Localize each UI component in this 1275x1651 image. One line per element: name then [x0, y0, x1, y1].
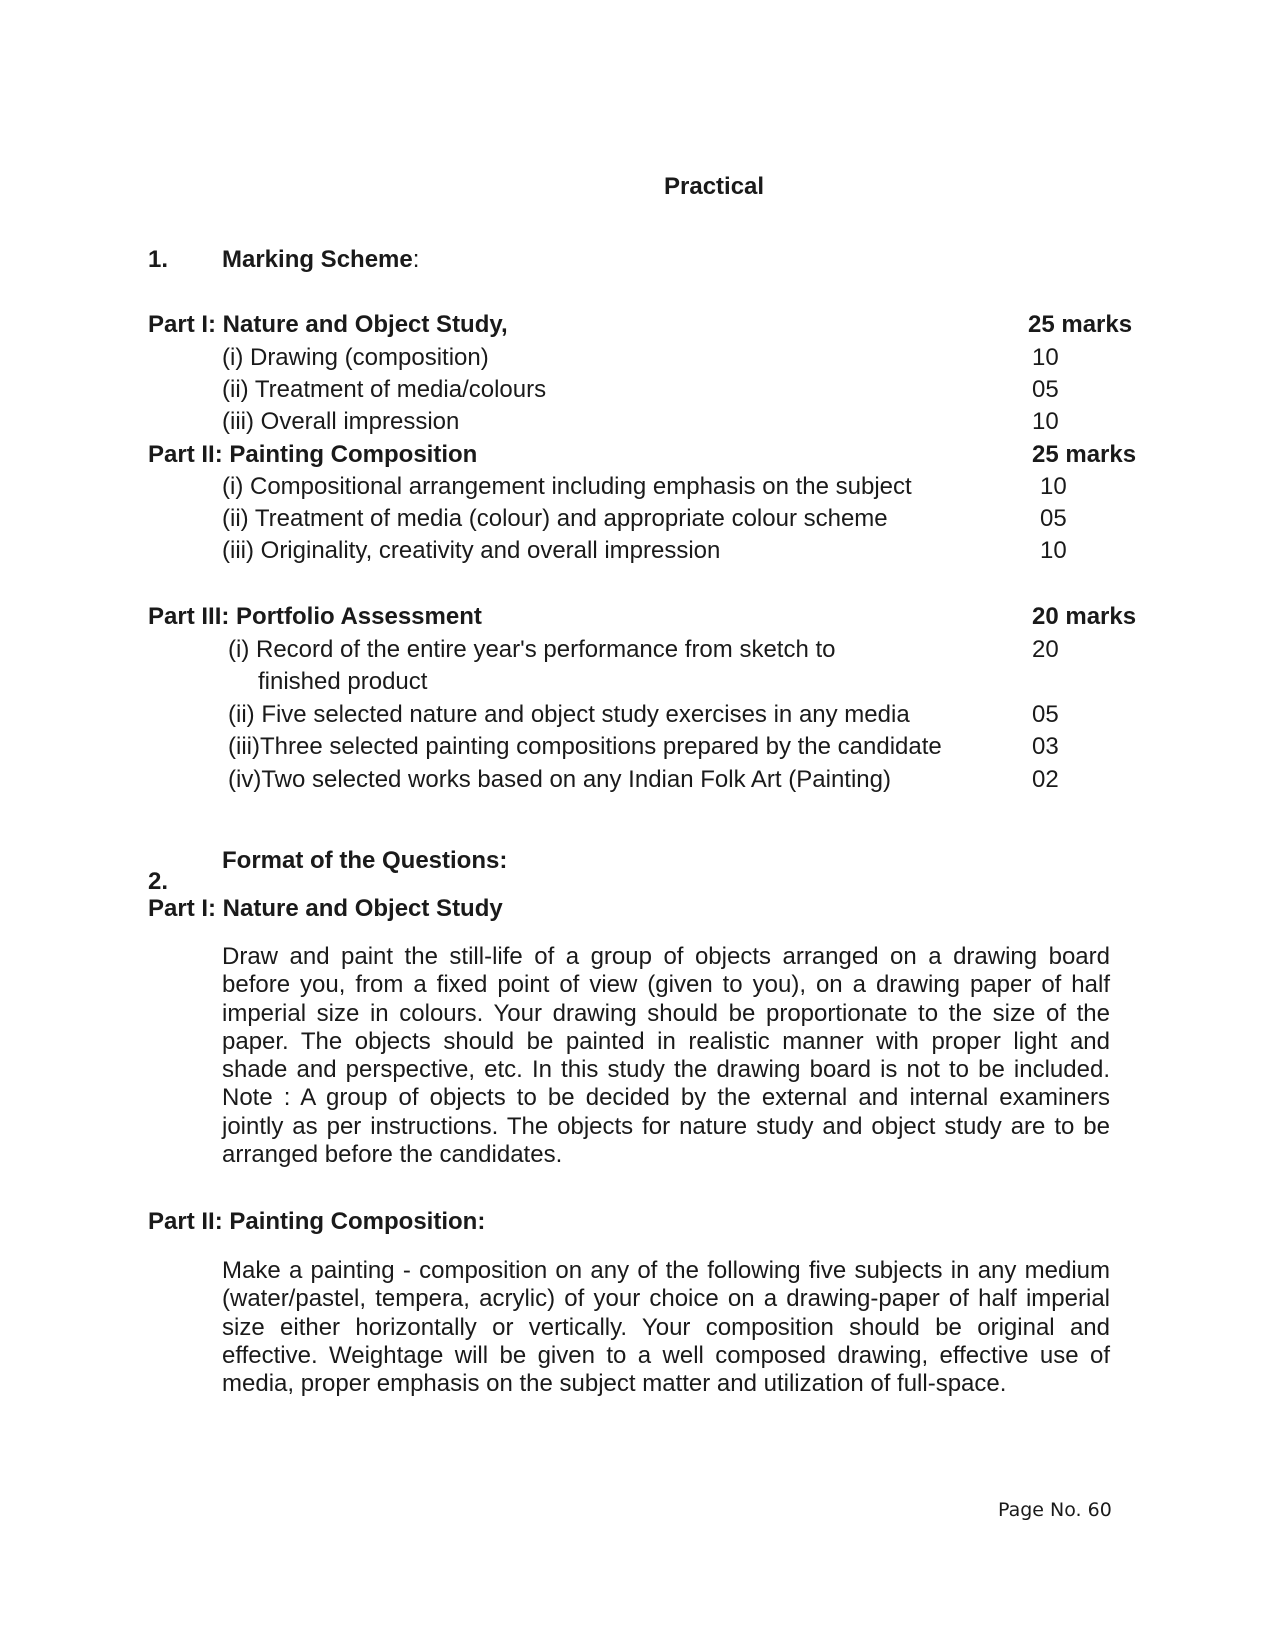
part-2-item-value: 05: [1040, 505, 1067, 532]
part-2-heading: Part II: Painting Composition: [148, 441, 478, 468]
part-1-item-value: 05: [1032, 376, 1059, 403]
part-3-item-value: 03: [1032, 733, 1059, 760]
part-3-heading: Part III: Portfolio Assessment: [148, 603, 482, 630]
part-1-marks: 25 marks: [1028, 311, 1133, 338]
page-title: Practical: [664, 173, 765, 200]
heading-colon: :: [412, 246, 420, 273]
format-part-1-paragraph: Draw and paint the still-life of a group of objects arranged on a drawing board before you, from a fixed point of view (given to you), on a drawing paper of half imperial size in colours. Your drawing should be proportionate to the size of the paper. The objects should be painted in realistic manner with proper light and shade and perspective, etc. In this study the drawing board is not to be included. Note : A group of objects to be decided by the external and internal examiners jointly as per instructions. The objects for nature study and object study are to be arranged before the candidates.: [222, 943, 1110, 1169]
part-1-item-value: 10: [1032, 408, 1059, 435]
part-1-heading: Part I: Nature and Object Study,: [148, 311, 508, 338]
part-1-item-value: 10: [1032, 344, 1059, 371]
part-2-item-value: 10: [1040, 537, 1067, 564]
part-2-item-label: (iii) Originality, creativity and overall impression: [222, 537, 721, 564]
part-2-item-label: (i) Compositional arrangement including emphasis on the subject: [222, 473, 912, 500]
page-number: Page No. 60: [998, 1499, 1112, 1521]
section-1-number: 1.: [148, 246, 169, 273]
format-part-2-heading: Part II: Painting Composition:: [148, 1208, 486, 1235]
part-3-item-label: (i) Record of the entire year's performance from sketch to: [228, 636, 836, 663]
part-2-marks: 25 marks: [1032, 441, 1137, 468]
section-1-heading: [222, 246, 419, 274]
section-2-heading: Format of the Questions:: [222, 847, 508, 874]
format-part-1-heading: Part I: Nature and Object Study: [148, 895, 503, 922]
part-3-item-value: 02: [1032, 766, 1059, 793]
part-3-item-value: 20: [1032, 636, 1059, 663]
section-2-number: 2.: [148, 868, 169, 895]
part-1-item-label: (iii) Overall impression: [222, 408, 460, 435]
part-2-item-label: (ii) Treatment of media (colour) and appropriate colour scheme: [222, 505, 888, 532]
part-1-item-label: (i) Drawing (composition): [222, 344, 489, 371]
marking-scheme-heading: Marking Scheme: [222, 246, 413, 273]
part-3-item-value: 05: [1032, 701, 1059, 728]
part-3-item-label-continued: finished product: [258, 668, 428, 695]
part-2-item-value: 10: [1040, 473, 1067, 500]
part-3-item-label: (iii)Three selected painting compositions prepared by the candidate: [228, 733, 942, 760]
part-3-item-label: (iv)Two selected works based on any Indian Folk Art (Painting): [228, 766, 891, 793]
part-3-item-label: (ii) Five selected nature and object study exercises in any media: [228, 701, 910, 728]
part-3-marks: 20 marks: [1032, 603, 1137, 630]
part-1-item-label: (ii) Treatment of media/colours: [222, 376, 547, 403]
format-part-2-paragraph: Make a painting - composition on any of the following five subjects in any medium (water/pastel, tempera, acrylic) of your choice on a drawing-paper of half imperial size either horizontally or vertically. Your composition should be original and effective. Weightage will be given to a well composed drawing, effective use of media, proper emphasis on the subject matter and utilization of full-space.: [222, 1257, 1110, 1398]
